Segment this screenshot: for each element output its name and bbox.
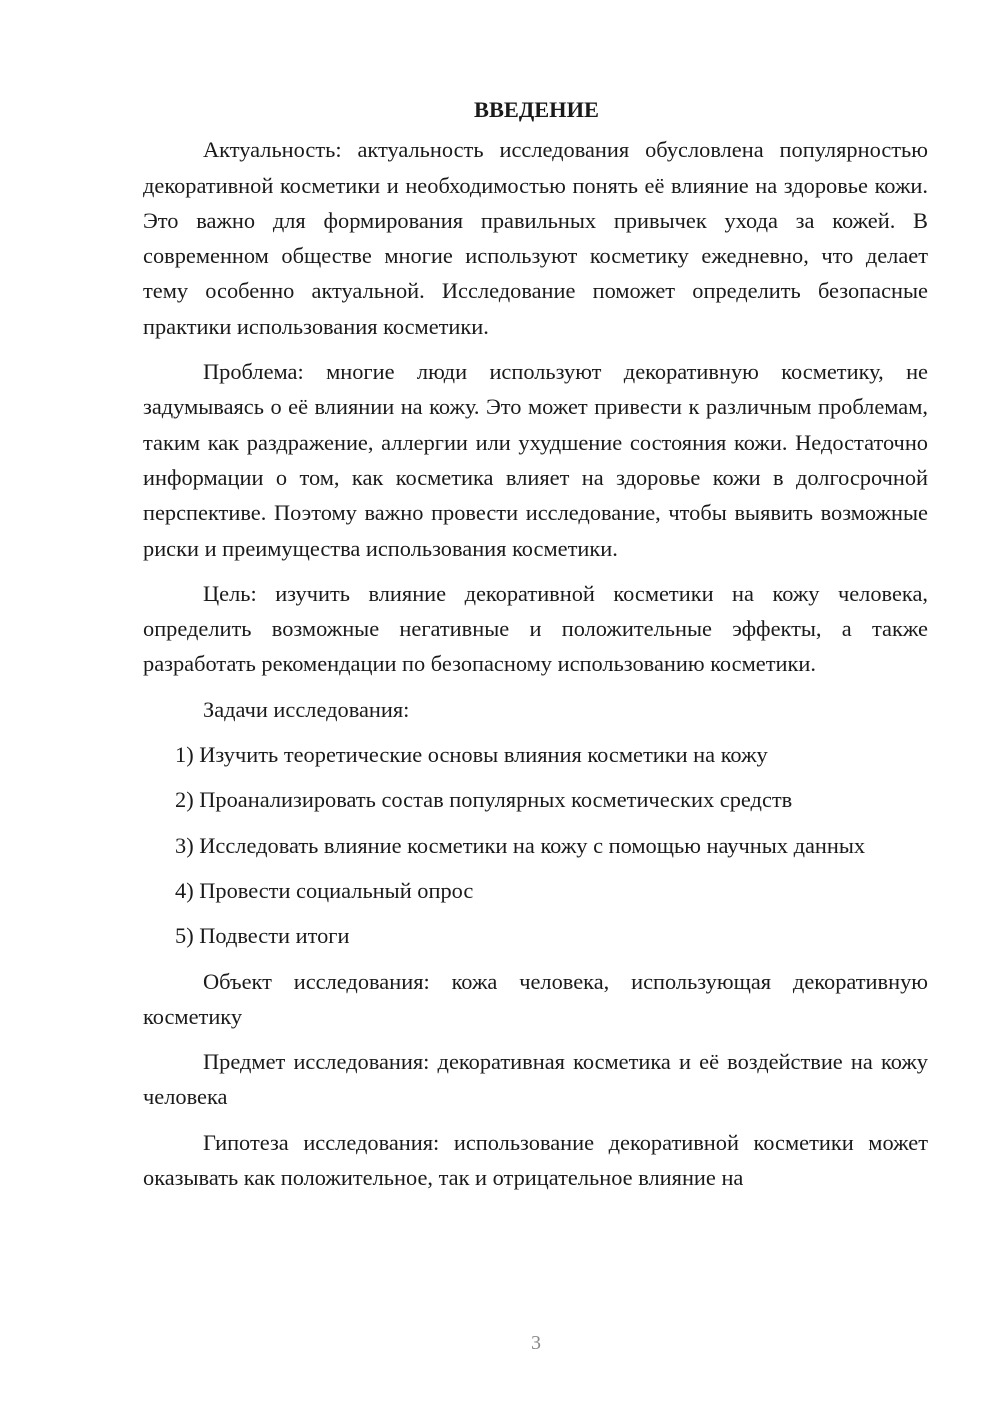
paragraph-relevance: Актуальность: актуальность исследования обусловлена популярностью декоративной косметики и необходимостью понять её влияние на здоровье кожи. Это важно для формирования правильных привычек ухода за кожей. В современном обществе многие используют косметику ежедневно, что делает тему особенно актуальной. Исследование поможет определить безопасные практики использования косметики. — [143, 137, 928, 339]
paragraph-hypothesis: Гипотеза исследования: использование декоративной косметики может оказывать как положительное, так и отрицательное влияние на — [143, 1129, 928, 1191]
paragraph-goal: Цель: изучить влияние декоративной косметики на кожу человека, определить возможные негативные и положительные эффекты, а также разработать рекомендации по безопасному использованию косметики. — [143, 580, 928, 677]
task-item-4: 4) Провести социальный опрос — [175, 877, 474, 903]
task-item-2: 2) Проанализировать состав популярных косметических средств — [175, 787, 793, 813]
section-title: ВВЕДЕНИЕ — [474, 97, 599, 122]
paragraph-subject: Предмет исследования: декоративная косметика и её воздействие на кожу человека — [143, 1049, 928, 1110]
task-item-3: 3) Исследовать влияние косметики на кожу с помощью научных данных — [175, 832, 866, 858]
page-number: 3 — [531, 1332, 541, 1354]
document-page — [143, 92, 928, 1205]
paragraph-object: Объект исследования: кожа человека, использующая декоративную косметику — [143, 968, 928, 1029]
paragraph-tasks-heading: Задачи исследования: — [203, 696, 410, 722]
task-item-5: 5) Подвести итоги — [175, 923, 350, 949]
task-item-1: 1) Изучить теоретические основы влияния косметики на кожу — [175, 742, 768, 768]
paragraph-problem: Проблема: многие люди используют декоративную косметику, не задумываясь о её влиянии на кожу. Это может привести к различным проблемам, таким как раздражение, аллергии или ухудшение состояния кожи. Недостаточно информации о том, как косметика влияет на здоровье кожи в долгосрочной перспективе. Поэтому важно провести исследование, чтобы выявить возможные риски и преимущества использования косметики. — [143, 359, 928, 561]
